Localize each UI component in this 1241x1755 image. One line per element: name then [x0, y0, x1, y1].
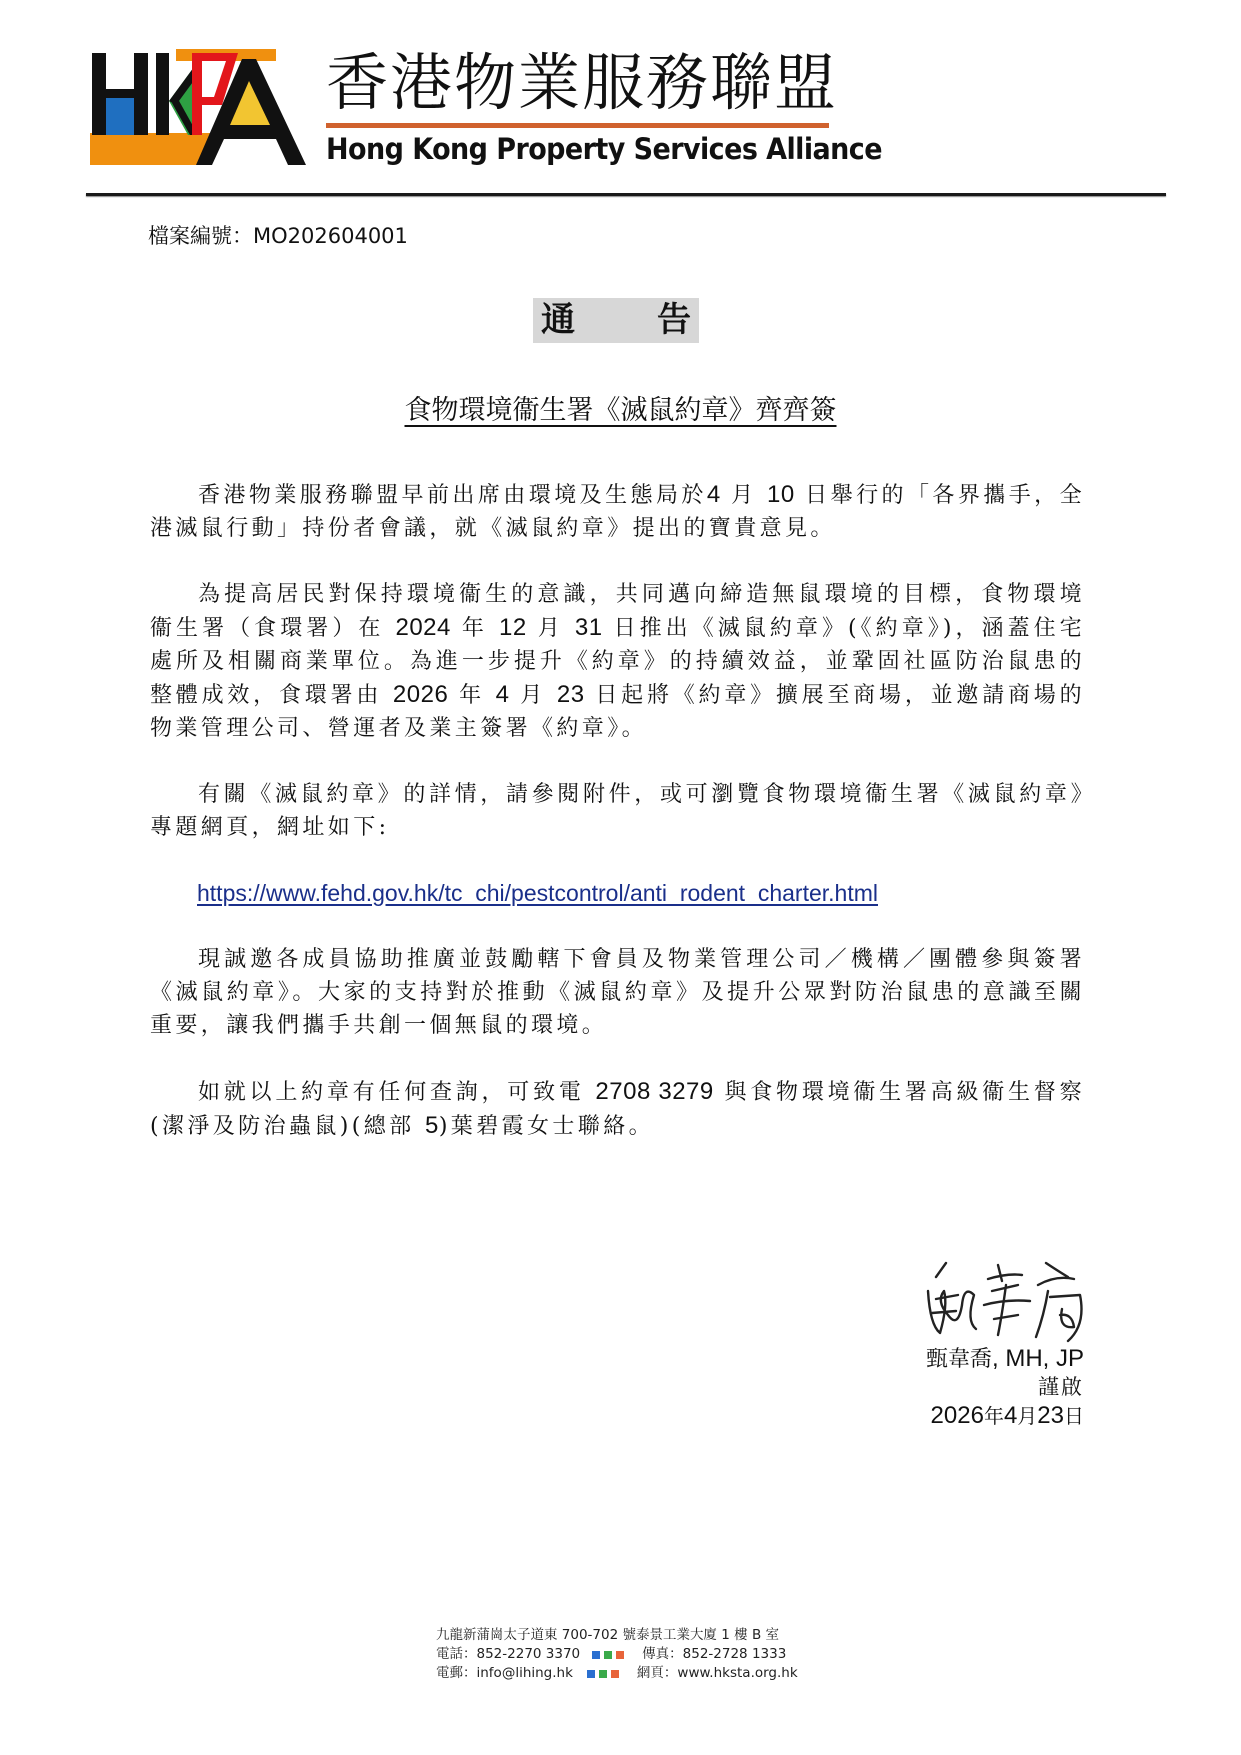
color-squares-icon: [587, 1670, 623, 1678]
signer-name: [926, 1344, 1084, 1375]
text: 月: [509, 683, 557, 708]
email-value[interactable]: info@lihing.hk: [476, 1665, 573, 1681]
phone-label: 電話：: [436, 1646, 477, 1662]
subject-heading: [0, 393, 1241, 429]
text: 現誠邀各成員協助推廣並鼓勵轄下會員及物業管理公司／機構／團體參與簽署《滅鼠約章》。大家的支持對於推動《滅鼠約章》及提升公眾對防治鼠患的意識至關重要，讓我們攜手共創一個無鼠的環境。: [150, 947, 1085, 1038]
web-label: 網頁：: [636, 1665, 678, 1681]
date-month-char: 月: [1017, 1404, 1038, 1428]
file-number: [148, 222, 408, 250]
paragraph-5: [150, 1075, 1085, 1143]
date-month: 4: [1003, 1402, 1018, 1429]
signer-title: , MH, JP: [991, 1345, 1084, 1372]
fax-label: 傳真：: [642, 1646, 683, 1662]
text: 月: [526, 616, 575, 641]
text: 日推出《滅鼠約章》(《約章》)，涵蓋住宅處所及相關商業單位。為進一步提升《約章》的持續效益，並鞏固社區防治鼠患的整體成效，食環署由: [150, 616, 1086, 708]
text: 日舉行的「各界攜手，全港滅鼠行動」持份者會議，就《滅鼠約章》提出的寶貴意見。: [150, 483, 1086, 541]
color-squares-icon: [592, 1651, 628, 1659]
charter-webpage-link[interactable]: https://www.fehd.gov.hk/tc_chi/pestcontrol/anti_rodent_charter.html: [197, 880, 878, 906]
number: 2026: [392, 681, 449, 708]
text: 年: [448, 683, 496, 708]
text: 日起將《約章》擴展至商場，並邀請商場的物業管理公司、營運者及業主簽署《約章》。: [150, 683, 1085, 741]
date-year: 2026: [930, 1402, 984, 1429]
paragraph-1: [150, 478, 1085, 545]
phone-value: 852-2270 3370: [476, 1646, 581, 1662]
charter-link-line: [197, 877, 1085, 910]
text: 如就以上約章有任何查詢，可致電: [198, 1080, 596, 1105]
number: 23: [556, 681, 585, 708]
number: 10: [767, 481, 795, 508]
org-name-en: Hong Kong Property Services Alliance: [326, 132, 882, 166]
footer-phone-fax: [436, 1645, 798, 1664]
text: )葉碧霞女士聯絡。: [438, 1114, 654, 1139]
number: 31: [574, 614, 603, 641]
text: 有關《滅鼠約章》的詳情，請參閱附件，或可瀏覽食物環境衞生署《滅鼠約章》專題網頁，網址如下:: [150, 782, 1085, 840]
header-divider: [86, 193, 1166, 196]
paragraph-2: [150, 578, 1085, 745]
letter-body: [150, 478, 1085, 1176]
text: 年: [450, 616, 499, 641]
org-name-divider: [326, 123, 829, 128]
text: 為提高居民對保持環境衞生的意識，共同邁向締造無鼠環境的目標，食物環境衞生署（食環署）在: [150, 582, 1085, 641]
web-value[interactable]: www.hksta.org.hk: [677, 1665, 798, 1681]
notice-title: [533, 298, 699, 343]
hkpa-logo-icon: [90, 45, 308, 167]
subject-text: 食物環境衞生署《滅鼠約章》齊齊簽: [404, 395, 837, 426]
address-text: 九龍新蒲崗太子道東 700-702 號泰景工業大廈 1 樓 B 室: [436, 1627, 780, 1643]
file-number-value: MO202604001: [253, 224, 408, 248]
notice-title-char-1: 通: [541, 300, 575, 340]
paragraph-4: [150, 943, 1085, 1042]
number: 5: [424, 1112, 439, 1139]
handwritten-signature-icon: [918, 1255, 1088, 1345]
letter-date: [931, 1400, 1084, 1432]
paragraph-3: [150, 778, 1085, 844]
text: 香港物業服務聯盟早前出席由環境及生態局於: [198, 483, 707, 508]
letterhead: [90, 45, 882, 170]
footer-contact: [436, 1626, 798, 1683]
signer-name-zh: 甄韋喬: [925, 1347, 992, 1372]
number: 12: [499, 614, 527, 641]
number: 2024: [395, 614, 451, 641]
closing-salutation: 謹啟: [1038, 1375, 1084, 1399]
number: 4: [495, 681, 510, 708]
date-year-char: 年: [983, 1404, 1004, 1428]
phone-number: 2708 3279: [595, 1078, 714, 1105]
date-day: 23: [1037, 1402, 1064, 1429]
fax-value: 852-2728 1333: [682, 1646, 787, 1662]
email-label: 電郵：: [436, 1665, 477, 1681]
footer-address: [436, 1626, 798, 1645]
org-name-zh: 香港物業服務聯盟: [326, 46, 839, 119]
footer-email-web: [436, 1664, 798, 1683]
text: 與食物環境衞生署高級衞生督察(潔淨及防治蟲鼠)(總部: [150, 1080, 1085, 1139]
text: 月: [720, 483, 768, 508]
file-number-label: 檔案編號：: [148, 224, 253, 248]
number: 4: [706, 481, 721, 508]
date-day-char: 日: [1064, 1404, 1084, 1428]
notice-title-char-2: 告: [657, 300, 691, 340]
